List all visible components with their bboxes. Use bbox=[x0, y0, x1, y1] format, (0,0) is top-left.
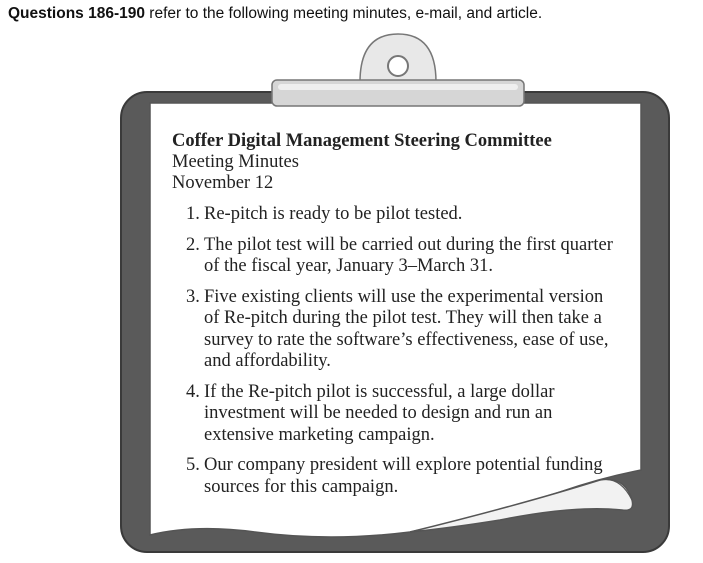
item-text: Our company president will explore potential funding sources for this campaign. bbox=[204, 455, 603, 497]
item-number: 4. bbox=[186, 381, 200, 402]
item-text: Five existing clients will use the experimental version of Re-pitch during the pilot test. They will then take a survey to rate the software’s effectiveness, ease of use, and affordability. bbox=[204, 286, 609, 371]
minutes-list bbox=[172, 204, 622, 498]
list-item bbox=[172, 455, 620, 498]
item-number: 3. bbox=[186, 286, 200, 307]
clip-hole bbox=[388, 56, 408, 76]
item-number: 2. bbox=[186, 234, 200, 255]
list-item bbox=[172, 204, 620, 226]
minutes-title: Coffer Digital Management Steering Committee bbox=[172, 131, 552, 151]
item-number: 1. bbox=[186, 204, 200, 224]
list-item bbox=[172, 382, 620, 447]
meeting-minutes bbox=[172, 130, 622, 507]
item-text: Re-pitch is ready to be pilot tested. bbox=[204, 204, 463, 224]
minutes-subtitle: Meeting Minutes bbox=[172, 152, 299, 172]
list-item bbox=[172, 235, 620, 278]
item-number: 5. bbox=[186, 455, 200, 475]
question-range: Questions 186-190 bbox=[8, 5, 145, 22]
list-item bbox=[172, 287, 620, 373]
item-text: The pilot test will be carried out during the first quarter of the fiscal year, January 3–March 31. bbox=[204, 234, 613, 276]
item-text: If the Re-pitch pilot is successful, a large dollar investment will be needed to design and run an extensive marketing campaign. bbox=[204, 381, 555, 445]
question-instructions: refer to the following meeting minutes, e-mail, and article. bbox=[144, 5, 543, 22]
minutes-date: November 12 bbox=[172, 173, 274, 193]
clip-bar bbox=[272, 80, 524, 106]
